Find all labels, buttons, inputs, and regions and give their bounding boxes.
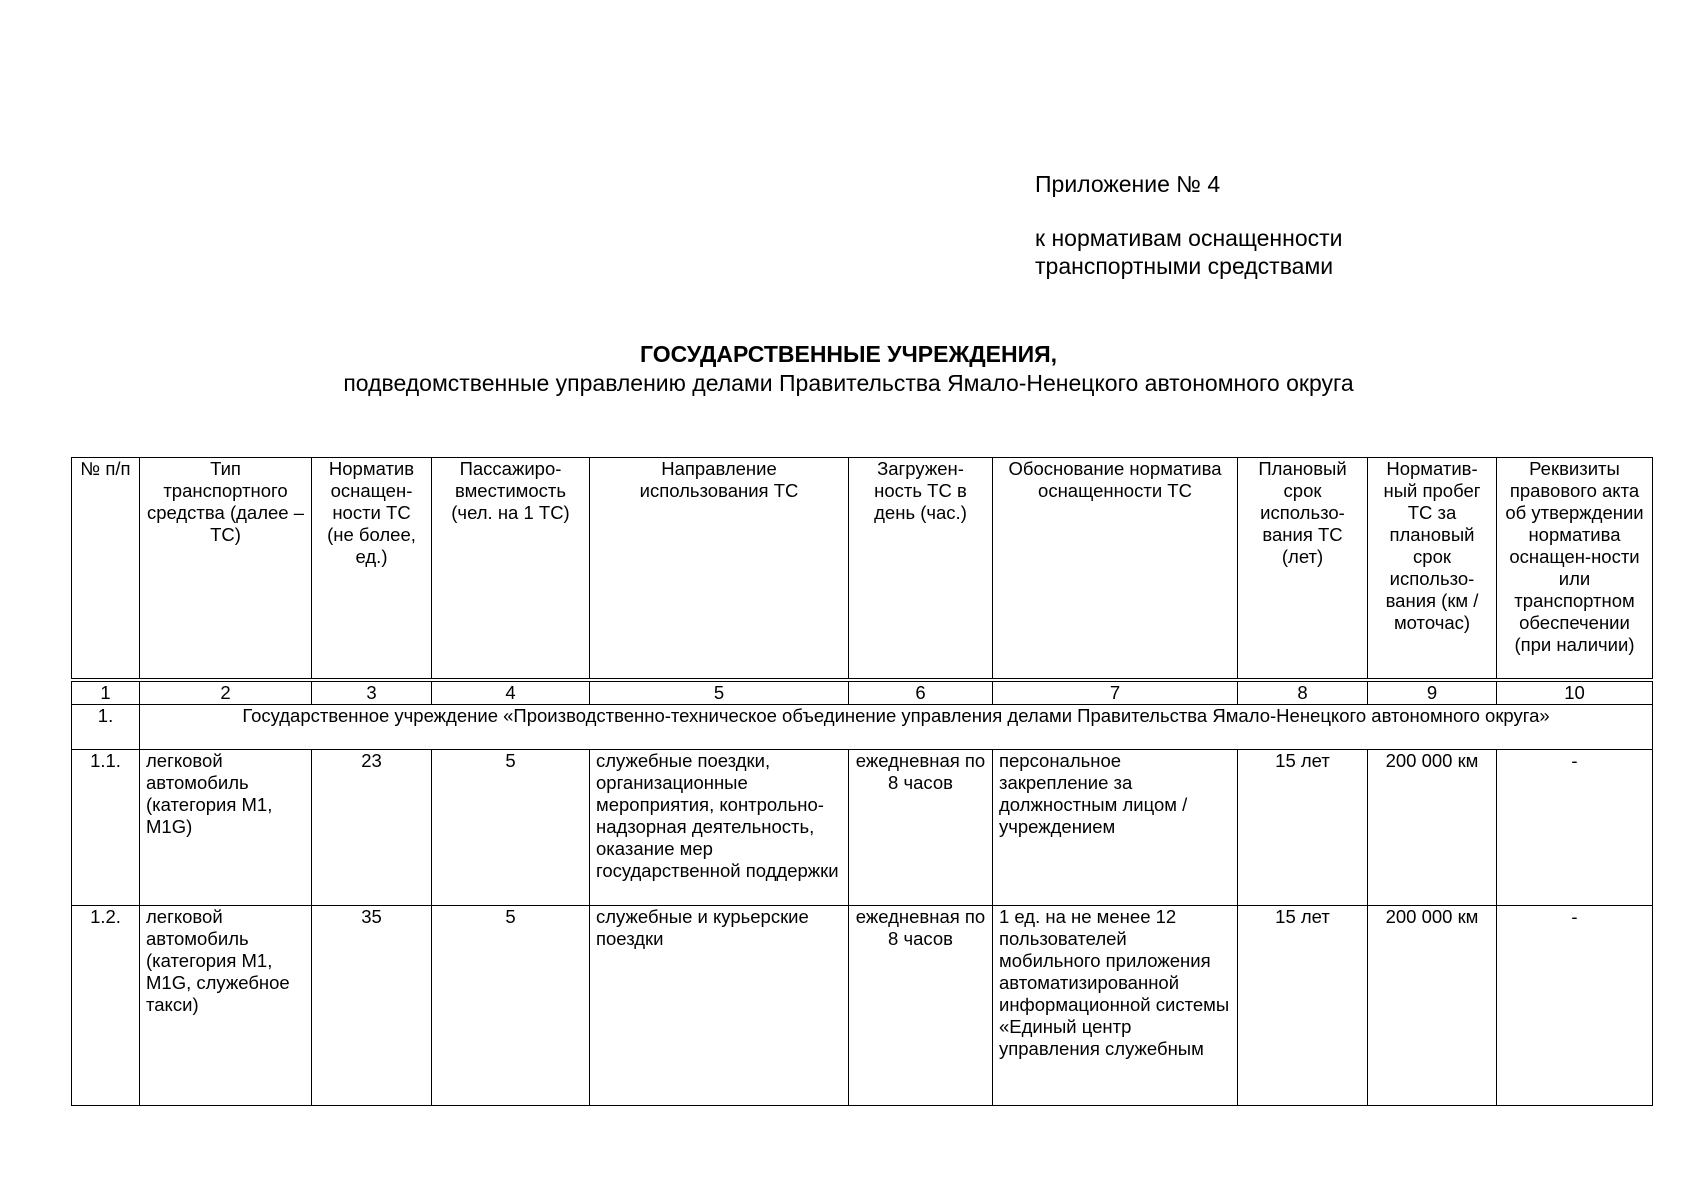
- header-cell: № п/п: [72, 458, 140, 680]
- planned-term: 15 лет: [1238, 749, 1368, 905]
- vehicle-type: легковой автомобиль (категория М1, М1G): [140, 749, 312, 905]
- section-title: Государственное учреждение «Производственно-техническое объединение управления делами Правительства Ямало-Ненецкого автономного округа»: [140, 704, 1653, 749]
- norm-justification: 1 ед. на не менее 12 пользователей мобильного приложения автоматизированной информационной системы «Единый центр управления служебным: [999, 905, 1230, 1059]
- column-number: 3: [312, 680, 432, 705]
- header-cell: Загружен-ность ТС в день (час.): [849, 458, 993, 680]
- section-number: 1.: [72, 704, 140, 749]
- column-number: 7: [993, 680, 1238, 705]
- header-cell: Норматив оснащен-ности ТС (не более, ед.): [312, 458, 432, 680]
- header-cell: Пассажиро-вместимость (чел. на 1 ТС): [432, 458, 590, 680]
- planned-mileage: 200 000 км: [1368, 905, 1497, 1105]
- column-number: 5: [590, 680, 849, 705]
- norm-justification: персональное закрепление за должностным лицом / учреждением: [993, 749, 1238, 905]
- column-number: 1: [72, 680, 140, 705]
- appendix-line-1: к нормативам оснащенности: [1035, 225, 1343, 251]
- header-cell: Плановый срок использо-вания ТС (лет): [1238, 458, 1368, 680]
- appendix-header: [1035, 170, 1343, 280]
- document-title: [0, 340, 1697, 398]
- legal-act: -: [1497, 905, 1653, 1105]
- vehicle-type: легковой автомобиль (категория М1, М1G, служебное такси): [140, 905, 312, 1105]
- planned-term: 15 лет: [1238, 905, 1368, 1105]
- table-row: [72, 905, 1653, 1105]
- column-number: 10: [1497, 680, 1653, 705]
- appendix-line-2: транспортными средствами: [1035, 253, 1334, 279]
- title-main: ГОСУДАРСТВЕННЫЕ УЧРЕЖДЕНИЯ,: [639, 341, 1058, 367]
- section-row: [72, 704, 1653, 749]
- header-cell: Реквизиты правового акта об утверждении норматива оснащен-ности или транспортном обеспечении (при наличии): [1497, 458, 1653, 680]
- legal-act: -: [1497, 749, 1653, 905]
- appendix-number: Приложение № 4: [1035, 171, 1221, 197]
- norms-table: [71, 457, 1653, 1106]
- column-number-row: [72, 680, 1653, 705]
- column-number: 9: [1368, 680, 1497, 705]
- norm-value: 35: [312, 905, 432, 1105]
- header-cell: Обоснование норматива оснащенности ТС: [993, 458, 1238, 680]
- table-header-row: [72, 458, 1653, 680]
- usage-direction: служебные поездки, организационные мероприятия, контрольно-надзорная деятельность, оказание мер государственной поддержки: [590, 749, 849, 905]
- usage-direction: служебные и курьерские поездки: [590, 905, 849, 1105]
- column-number: 8: [1238, 680, 1368, 705]
- header-cell: Тип транспортного средства (далее – ТС): [140, 458, 312, 680]
- capacity-value: 5: [432, 749, 590, 905]
- column-number: 4: [432, 680, 590, 705]
- column-number: 6: [849, 680, 993, 705]
- title-sub: подведомственные управлению делами Правительства Ямало-Ненецкого автономного округа: [343, 370, 1354, 396]
- norm-value: 23: [312, 749, 432, 905]
- daily-load: ежедневная по 8 часов: [849, 905, 993, 1105]
- row-number: 1.2.: [72, 905, 140, 1105]
- table-row: [72, 749, 1653, 905]
- header-cell: Направление использования ТС: [590, 458, 849, 680]
- capacity-value: 5: [432, 905, 590, 1105]
- daily-load: ежедневная по 8 часов: [849, 749, 993, 905]
- norm-justification-cell: [993, 905, 1238, 1105]
- planned-mileage: 200 000 км: [1368, 749, 1497, 905]
- row-number: 1.1.: [72, 749, 140, 905]
- column-number: 2: [140, 680, 312, 705]
- header-cell: Норматив-ный пробег ТС за плановый срок использо-вания (км / моточас): [1368, 458, 1497, 680]
